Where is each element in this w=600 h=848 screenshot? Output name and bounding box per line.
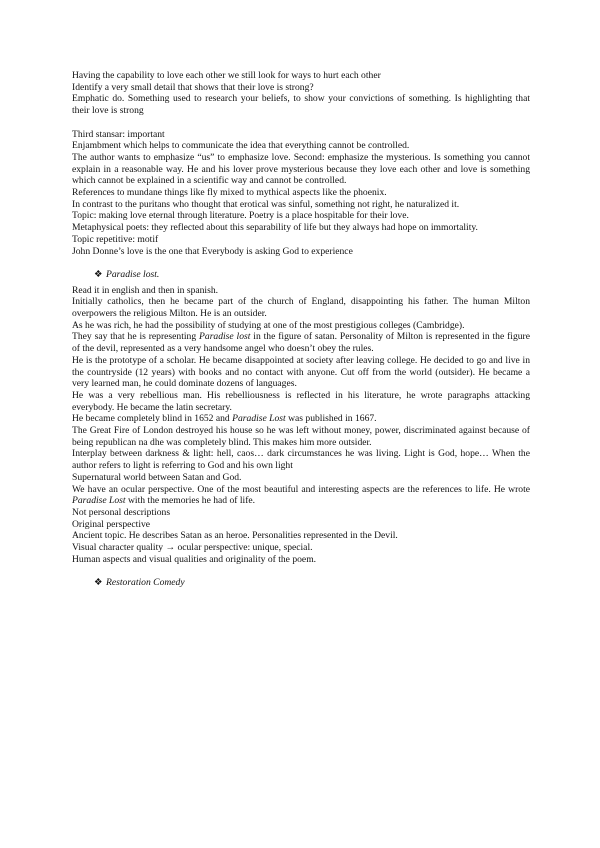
blank-line [72,566,530,578]
paragraph: Having the capability to love each other we still look for ways to hurt each other [72,70,381,81]
paragraph: Identify a very small detail that shows that their love is strong? [72,81,314,93]
paragraph: Initially catholics, then he became part of the church of England, disappointing his father. The human Milton overpowers the religious Milton. He is an outsider. [72,296,530,320]
paragraph: The author wants to emphasize “us” to emphasize love. Second: emphasize the mysterious. Is something you cannot explain in a reasonable way. He and his lover prove mysterious because they love each other and love is something which cannot be explained in a scientific way and cannot be controlled. [72,151,530,187]
paragraph: In contrast to the puritans who thought that erotical was sinful, something not right, he naturalized it. [72,198,460,210]
diamond-bullet-icon: ❖ [94,577,103,589]
diamond-bullet-icon: ❖ [94,268,103,280]
section-heading-paradise-lost [72,269,530,281]
paragraph: Emphatic do. Something used to research your beliefs, to show your convictions of something. Is highlighting that their love is strong [72,93,530,117]
paragraph: Topic: making love eternal through literature. Poetry is a place hospitable for their love. [72,210,409,222]
text-run: They say that he is representing [72,331,200,343]
section-heading-text: Paradise lost. [106,268,160,280]
text-run: We have an ocular perspective. One of the most beautiful and interesting aspects are the references to life. He wrote [72,483,530,495]
paragraph: Third stansar: important [72,128,165,140]
paragraph [72,413,530,425]
paragraph: As he was rich, he had the possibility of studying at one of the most prestigious colleges (Cambridge). [72,319,465,331]
paragraph: Original perspective [72,518,151,530]
paragraph: Human aspects and visual qualities and originality of the poem. [72,553,317,565]
paragraph: References to mundane things like fly mixed to mythical aspects like the phoenix. [72,187,387,199]
blank-line [72,257,530,269]
section-heading-text: Restoration Comedy [106,577,185,589]
paragraph: Metaphysical poets: they reflected about this separability of life but they always had hope on immortality. [72,222,478,234]
paragraph: Not personal descriptions [72,506,171,518]
paragraph: Supernatural world between Satan and God. [72,471,242,483]
italic-title: Paradise lost [199,331,251,343]
paragraph: Read it in english and then in spanish. [72,284,219,296]
italic-title: Paradise Lost [72,495,126,507]
text-run: was published in 1667. [285,413,377,425]
paragraph: He is the prototype of a scholar. He became disappointed at society after leaving college. He decided to go and live in the countryside (12 years) with books and no contact with anyone. Cut off from the world (outsider). He became a very learned man, he could dominate dozens of languages. [72,354,530,390]
section-heading-restoration-comedy [72,577,530,589]
paragraph: John Donne’s love is the one that Everybody is asking God to experience [72,245,353,257]
paragraph: Visual character quality → ocular perspective: unique, special. [72,542,313,554]
text-run: with the memories he had of life. [125,495,256,507]
paragraph: Interplay between darkness & light: hell, caos… dark circumstances he was living. Light is God, hope… When the author refers to light is referring to God and his own light [72,448,530,472]
paragraph: The Great Fire of London destroyed his house so he was left without money, power, discriminated against because of being republican na dhe was completely blind. This makes him more outsider. [72,425,530,448]
document-page [72,70,530,589]
text-run: He became completely blind in 1652 and [72,413,233,425]
paragraph [72,484,530,507]
paragraph: He was a very rebellious man. His rebelliousness is reflected in his literature, he wrote paragraphs attacking everybody. He became the latin secretary. [72,389,530,413]
paragraph: Topic repetitive: motif [72,233,159,245]
italic-title: Paradise Lost [232,413,286,425]
paragraph [72,331,530,354]
blank-line [72,117,530,129]
text-run: in the figure of satan. Personality of Milton is represented in the figure of the devil, represented as a very handsome angel who doesn’t obey the rules. [72,331,530,355]
paragraph: Ancient topic. He describes Satan as an heroe. Personalities represented in the Devil. [72,530,398,542]
paragraph: Enjambment which helps to communicate the idea that everything cannot be controlled. [72,140,410,152]
